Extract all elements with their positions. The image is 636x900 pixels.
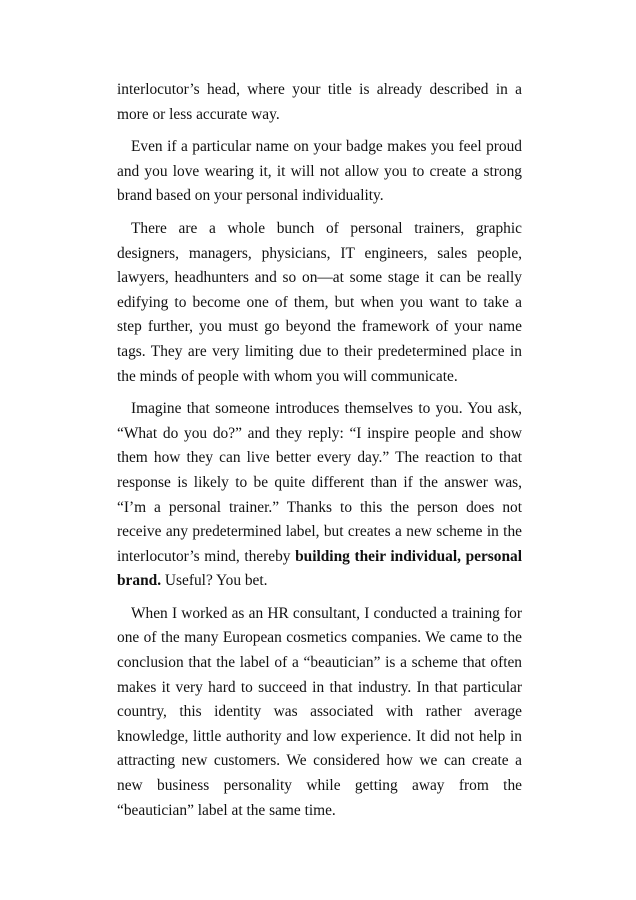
paragraph-continuation: interlocutor’s head, where your title is already described in a more or less accurate way. bbox=[117, 81, 522, 123]
document-page bbox=[117, 78, 522, 831]
paragraph-text-before: Imagine that someone introduces themselves to you. You ask, “What do you do?” and they reply: “I inspire people and show them how they can live better every day.” The reaction to that response is likely to be quite different than if the answer was, “I’m a personal trainer.” Thanks to this the person does not receive any predetermined label, but creates a new scheme in the interlocutor’s mind, thereby bbox=[117, 400, 522, 565]
emphasis-personal-brand: building their individual, personal brand. bbox=[117, 547, 523, 590]
paragraph-name-tags: There are a whole bunch of personal trainers, graphic designers, managers, physicians, IT engineers, sales people, lawyers, headhunters and so on—at some stage it can be really edifying to become one of them, but when you want to take a step further, you must go beyond the framework of your name tags. They are very limiting due to their predetermined place in the minds of people with whom you will communicate. bbox=[117, 219, 522, 385]
paragraph-badge-name: Even if a particular name on your badge makes you feel proud and you love wearing it, it will not allow you to create a strong brand based on your personal individuality. bbox=[117, 138, 522, 205]
paragraph-beautician-story: When I worked as an HR consultant, I conducted a training for one of the many European cosmetics companies. We came to the conclusion that the label of a “beautician” is a scheme that often makes it very hard to succeed in that industry. In that particular country, this identity was associated with rather average knowledge, little authority and low experience. It did not help in attracting new customers. We considered how we can create a new business personality while getting away from the “beautician” label at the same time. bbox=[117, 604, 522, 819]
paragraph-introduction-example bbox=[117, 397, 522, 594]
paragraph-text-after: Useful? You bet. bbox=[161, 572, 268, 590]
